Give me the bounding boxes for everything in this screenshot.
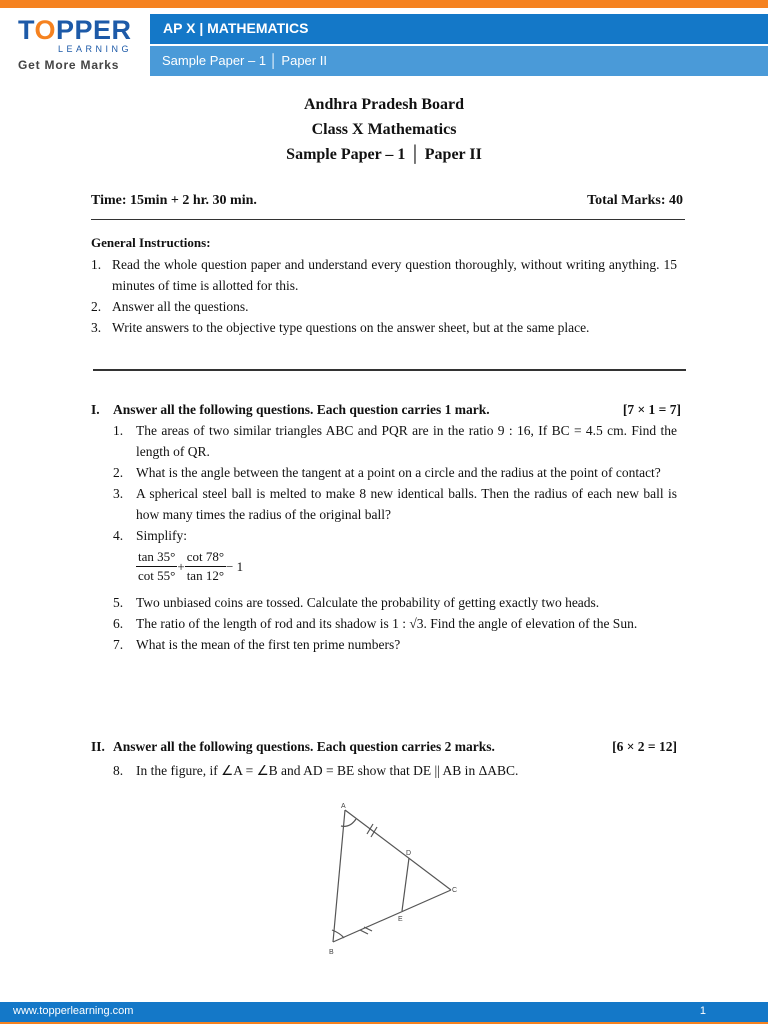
tick-mark: [367, 824, 373, 834]
divider: [91, 219, 685, 220]
tick-mark: [360, 930, 368, 934]
header-paper: Sample Paper – 1 │ Paper II: [162, 53, 327, 68]
header-subject: AP X | MATHEMATICS: [163, 20, 309, 36]
divider: [93, 369, 686, 371]
doc-title-paper: Sample Paper – 1 │ Paper II: [286, 146, 482, 163]
instructions-list: [91, 254, 677, 338]
side-bc: [333, 890, 451, 942]
page-number: 1: [699, 1005, 706, 1017]
side-ac: [345, 810, 451, 890]
footer-bar: [0, 1002, 768, 1022]
triangle-figure: [320, 800, 470, 960]
time-allowed: Time: 15min + 2 hr. 30 min.: [91, 193, 257, 208]
question-item: 1. The areas of two similar triangles ABC and PQR are in the ratio 9 : 16, If BC = 4.5 cm. Find the length of QR.: [113, 423, 677, 459]
section-1-questions: [113, 420, 677, 655]
tick-mark: [364, 927, 372, 931]
top-accent-stripe: [0, 0, 768, 8]
side-ab: [333, 810, 345, 942]
doc-title-board: Andhra Pradesh Board: [303, 96, 465, 113]
vertex-label-c: C: [452, 887, 458, 894]
fraction: $\frac{\cot 78^\circ}{\tan 12^\circ}$: [186, 549, 225, 583]
vertex-label-e: E: [398, 916, 403, 923]
instructions-heading: General Instructions:: [91, 235, 211, 250]
question-item: 7. What is the mean of the first ten prime numbers?: [113, 637, 401, 652]
question-item: 6. The ratio of the length of rod and its shadow is 1 : √3. Find the angle of elevation of the Sun.: [113, 616, 638, 631]
trig-expression: $\frac{\tan 35^\circ}{\cot 55^\circ}$ + $\frac{\cot 78^\circ}{\tan 12^\circ}$ − 1: [138, 549, 244, 583]
tick-mark: [371, 827, 377, 837]
instruction-item: 2. Answer all the questions.: [91, 299, 249, 314]
vertex-label-b: B: [329, 949, 334, 956]
topper-logo[interactable]: [18, 15, 133, 76]
footer-website-link[interactable]: www.topperlearning.com: [13, 1005, 134, 1017]
segment-de: [402, 858, 409, 911]
instruction-item: 1. Read the whole question paper and understand every question thoroughly, without writing anything. 15 minutes of time is allotted for this.: [91, 257, 677, 293]
header-subject-bar: [150, 14, 768, 44]
question-item: 4. Simplify: $\frac{\tan 35^\circ}{\cot 55^\circ}$ + $\frac{\cot 78^\circ}{\tan 12^\circ}$ − 1: [113, 525, 677, 592]
header-paper-bar: [150, 46, 768, 76]
logo-tagline: Get More Marks: [18, 58, 120, 72]
question-item: 5. Two unbiased coins are tossed. Calculate the probability of getting exactly two heads.: [113, 595, 600, 610]
logo-wordmark: TOPPER: [18, 15, 132, 45]
section-2-questions: [113, 760, 677, 781]
doc-title-class: Class X Mathematics: [311, 121, 457, 138]
total-marks: Total Marks: 40: [587, 193, 683, 208]
vertex-label-d: D: [406, 850, 412, 857]
vertex-label-a: A: [341, 803, 346, 810]
question-item: 8. In the figure, if ∠A = ∠B and AD = BE show that DE || AB in ΔABC.: [113, 763, 519, 778]
question-item: 3. A spherical steel ball is melted to make 8 new identical balls. Then the radius of each new ball is how many times the radius of the original ball?: [113, 486, 677, 522]
question-item: 2. What is the angle between the tangent at a point on a circle and the radius at the point of contact?: [113, 465, 661, 480]
logo-subtitle: LEARNING: [58, 44, 133, 54]
fraction: $\frac{\tan 35^\circ}{\cot 55^\circ}$: [138, 549, 176, 583]
instruction-item: 3. Write answers to the objective type questions on the answer sheet, but at the same place.: [91, 320, 590, 335]
